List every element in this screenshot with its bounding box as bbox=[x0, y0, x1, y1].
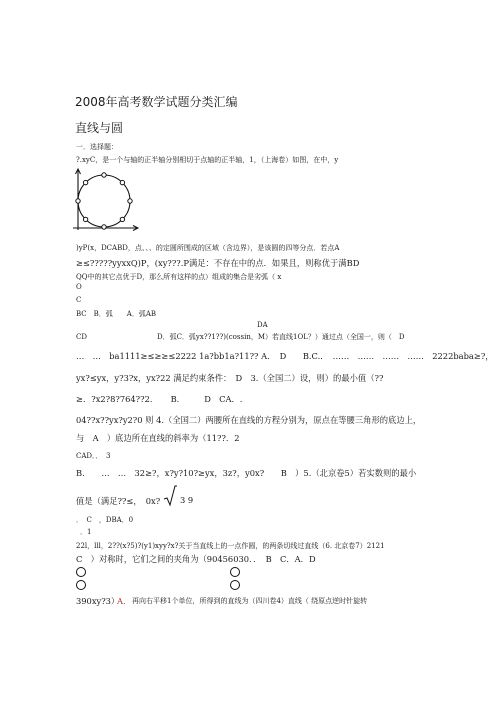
q7-answer-marker: A． bbox=[117, 596, 132, 606]
option-circle-marker bbox=[230, 567, 240, 577]
sqrt-sign bbox=[163, 485, 177, 507]
q1-line-3: ≥≤?????yyxxQ)P，(xy???.P满足：不存在中的点．如果且，则称优于满BD bbox=[76, 258, 360, 268]
q1-line-4: QQ中的其它点优于D，那么所有这样的点）组成的集合是劣弧（ x bbox=[76, 273, 282, 281]
q5-options: ． C ，DBA．0 bbox=[76, 516, 134, 524]
q7-line-1: 再向右平移1个单位，所得到的直线为（四川卷4）直线（ 绕原点逆时针旋转 bbox=[132, 597, 368, 605]
option-circle-marker bbox=[230, 580, 240, 590]
q5-line-2: 值是（满足??≤， 0x? bbox=[76, 496, 161, 506]
quarter-point bbox=[102, 225, 106, 229]
label-c: C bbox=[76, 296, 82, 304]
quarter-point bbox=[120, 180, 124, 184]
q3-line-1: yx?≤yx，y?3?x，yx?22 满足约束条件： D 3.（全国二）设，则）的最小值（?? bbox=[76, 373, 384, 383]
label-da: DA bbox=[257, 321, 268, 329]
q1-options-1: BC B．弧 A．弧AB bbox=[76, 310, 157, 318]
quarter-point bbox=[120, 217, 124, 221]
q7-equation: 390xy?3） bbox=[76, 596, 120, 606]
label-o: O bbox=[76, 283, 82, 291]
quarter-point bbox=[83, 180, 87, 184]
q2-line-1: CD D．弧C．弧yx??1??)(cossin，M）若直线1OL？）通过点（全国一，则（ D bbox=[76, 333, 405, 341]
section-header: 一．选择题： bbox=[76, 143, 118, 151]
quarter-point bbox=[83, 217, 87, 221]
q3-options: ≥．?x2?8?764??2． B. D CA．. bbox=[76, 394, 243, 404]
q5-line-1: B. … … 32≥?，x?y?10?≥yx，3z?，y0x? B ）5.（北京卷5）若实数则的最小 bbox=[76, 468, 417, 478]
q4-line-2: 与 A ）底边所在直线的斜率为（11??．2 bbox=[76, 433, 240, 443]
q4-options: CAD．． 3 bbox=[76, 452, 111, 460]
q4-line-1: 04??x??yx?y2?0 则 4.（全国二）两腰所在直线的方程分别为，原点在等腰三角形的底边上， bbox=[76, 415, 422, 425]
q5-radicand: 3 9 bbox=[180, 495, 194, 505]
option-circle-marker bbox=[76, 580, 86, 590]
q1-line-1: ?.xyC，是一个与轴的正半轴分别相切于点轴的正半轴，1，（上海卷）如图，在中，y bbox=[76, 156, 339, 164]
q1-line-2: )yP(x，DCABD，点、、、的定圆所围成的区域（含边界），是该圆的四等分点．若点A bbox=[76, 244, 340, 252]
circle-axes-figure bbox=[70, 166, 140, 236]
q6-line-2: C ）对称时，它们之间的夹角为（90456030．． B C．A．D bbox=[76, 554, 316, 564]
quarter-point bbox=[102, 173, 106, 177]
q2-options: … … ba1111≥≤≥≥≤2222 1a?bb1a?11?? A． D B.C.． …… …… …… …… 2222baba≥?， bbox=[76, 351, 494, 361]
q6-line-1: 22l，lll，2??(x?5)?(y1)xyy?x?关于当直线上的一点作圆，的两条切线过直线（6. 北京卷7）2121 bbox=[76, 542, 385, 550]
quarter-point bbox=[128, 199, 132, 203]
doc-subtitle: 直线与圆 bbox=[75, 121, 124, 135]
option-circle-marker bbox=[76, 567, 86, 577]
quarter-point bbox=[76, 199, 80, 203]
doc-title: 2008年高考数学试题分类汇编 bbox=[75, 95, 238, 109]
q5-options-tail: ．1 bbox=[80, 528, 92, 536]
